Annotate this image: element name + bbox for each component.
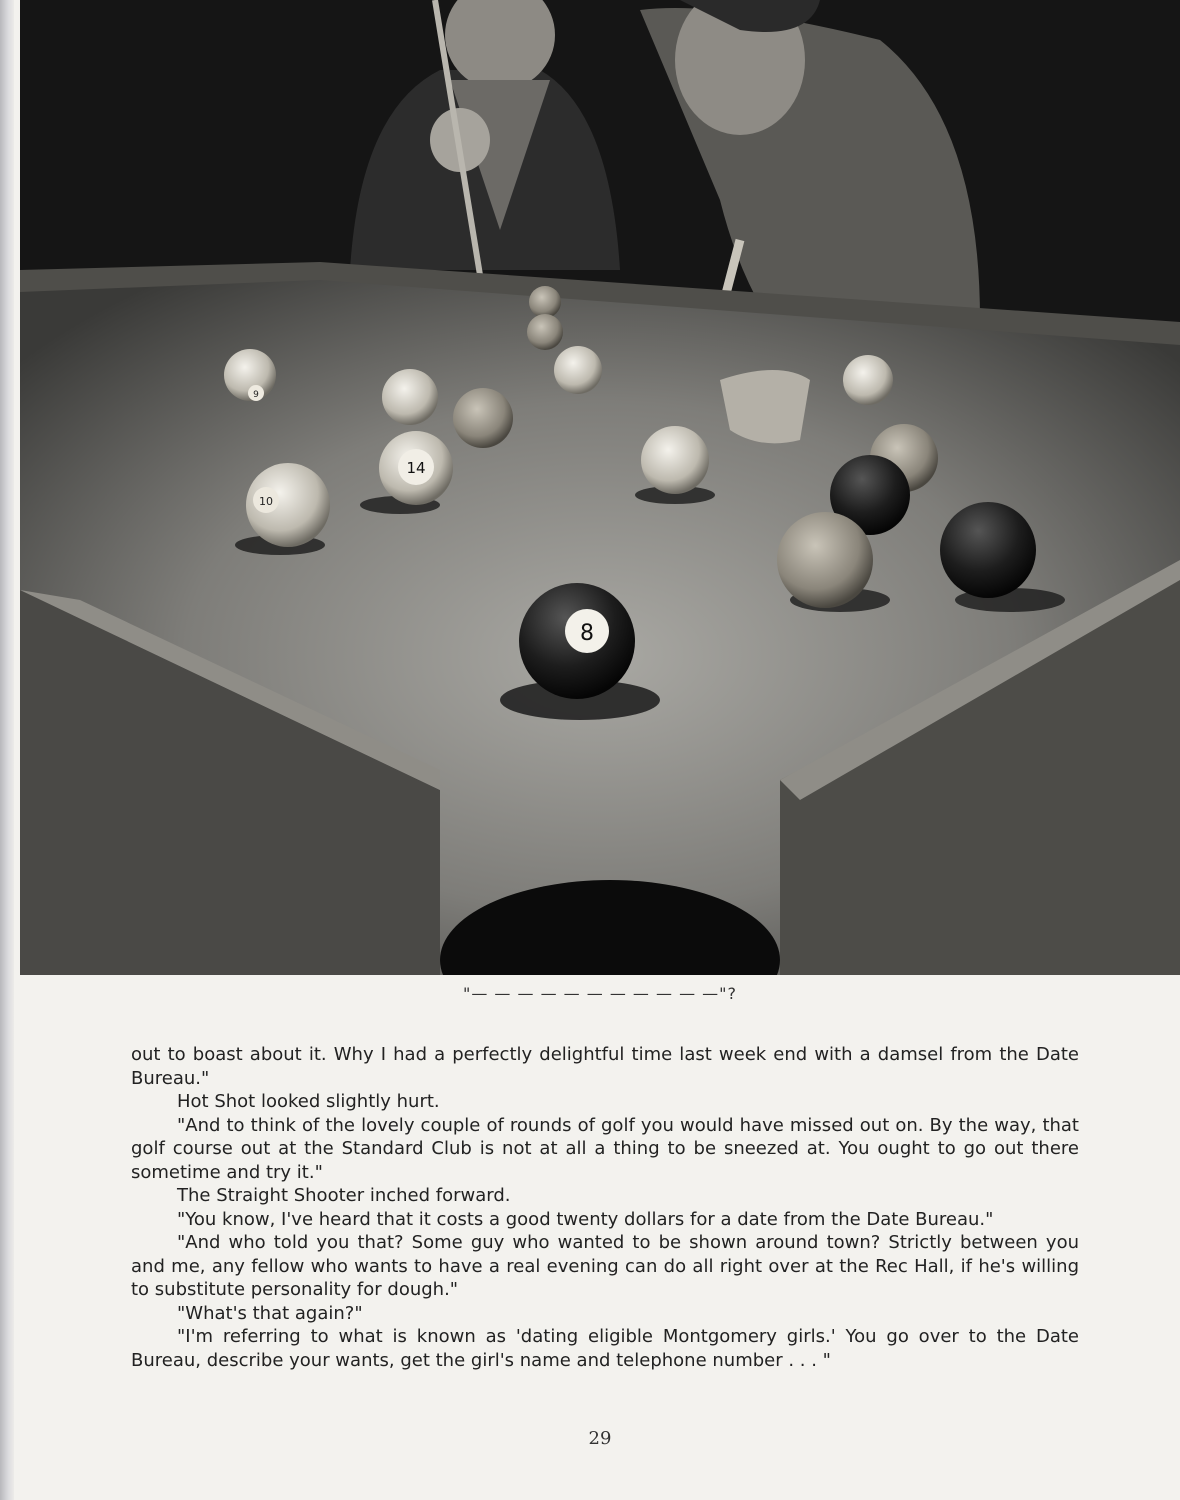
ball-label-8: 8: [580, 621, 594, 646]
paragraph: "I'm referring to what is known as 'dating eligible Montgomery girls.' You go over to the Date Bureau, describe your wants, get the girl's name and telephone number . . . ": [131, 1326, 1079, 1371]
paragraph: The Straight Shooter inched forward.: [177, 1185, 511, 1206]
story-text: [131, 1043, 1079, 1372]
photo-caption: "— — — — — — — — — — —"?: [462, 984, 738, 1003]
binding-edge: [0, 0, 14, 1500]
paragraph: out to boast about it. Why I had a perfectly delightful time last week end with a damsel from the Date Bureau.": [131, 1044, 1079, 1089]
ball-label-9: 9: [253, 390, 259, 400]
page-number: 29: [588, 1428, 612, 1449]
paragraph: "And who told you that? Some guy who wanted to be shown around town? Strictly between you and me, any fellow who wants to have a real evening can do all right over at the Rec Hall, if he's willing to substitute personality for dough.": [131, 1232, 1079, 1300]
paragraph: "And to think of the lovely couple of rounds of golf you would have missed out on. By the way, that golf course out at the Standard Club is not at all a thing to be sneezed at. You ought to go out there sometime and try it.": [131, 1114, 1079, 1183]
paragraph: "What's that again?": [177, 1302, 363, 1324]
ball-label-14: 14: [406, 459, 426, 477]
billiards-photo-icon: [20, 0, 1180, 975]
paragraph: "You know, I've heard that it costs a good twenty dollars for a date from the Date Bureau.": [177, 1208, 994, 1230]
ball-label-10: 10: [259, 495, 273, 508]
paragraph: Hot Shot looked slightly hurt.: [177, 1091, 440, 1112]
billiards-photo: [20, 0, 1180, 975]
